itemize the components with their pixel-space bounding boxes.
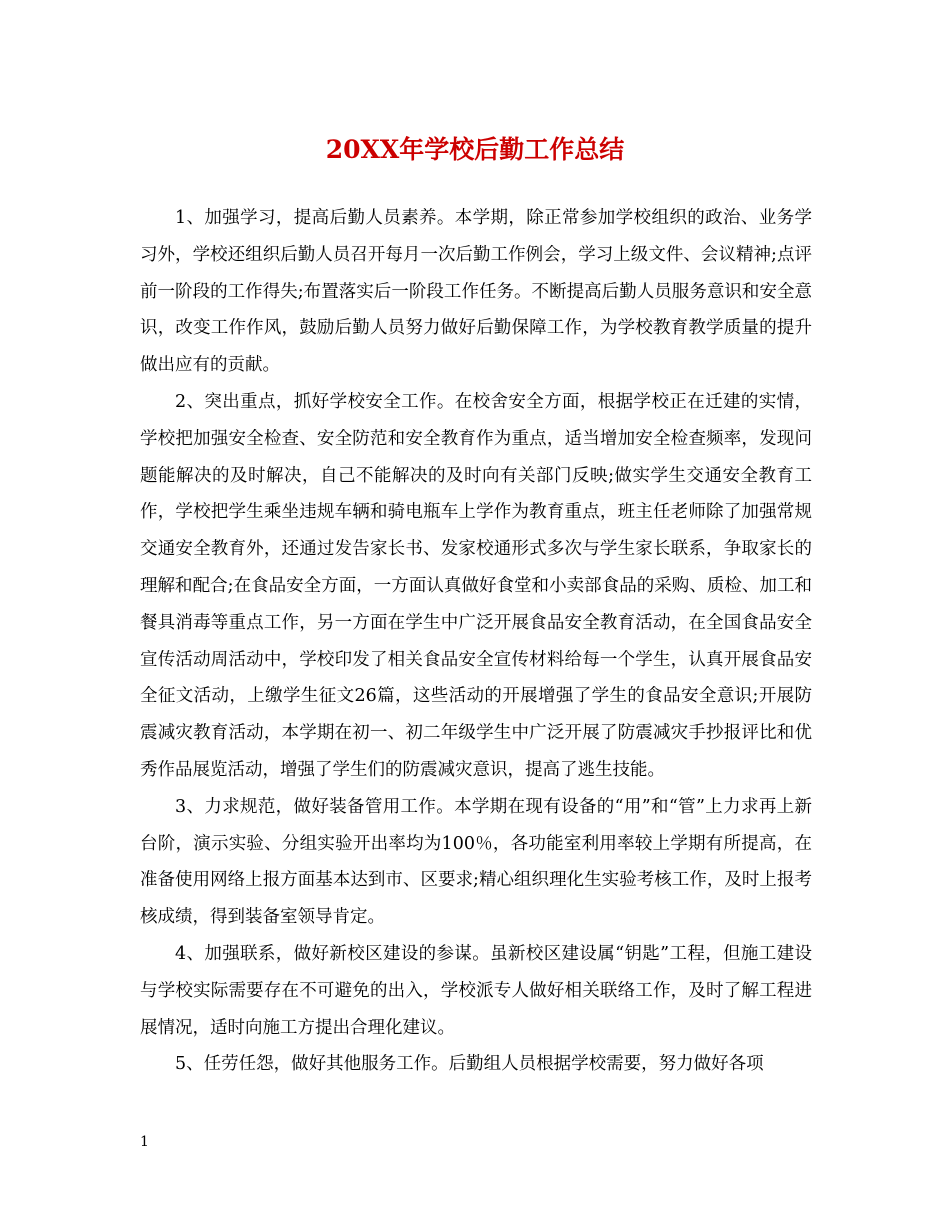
paragraph-2: 2、突出重点，抓好学校安全工作。在校舍安全方面，根据学校正在迁建的实情，学校把加强安全检查、安全防范和安全教育作为重点，适当增加安全检查频率，发现问题能解决的及时解决，自己不能解决的及时向有关部门反映;做实学生交通安全教育工作，学校把学生乘坐违规车辆和骑电瓶车上学作为教育重点，班主任老师除了加强常规交通安全教育外，还通过发告家长书、发家校通形式多次与学生家长联系，争取家长的理解和配合;在食品安全方面，一方面认真做好食堂和小卖部食品的采购、质检、加工和餐具消毒等重点工作，另一方面在学生中广泛开展食品安全教育活动，在全国食品安全宣传活动周活动中，学校印发了相关食品安全宣传材料给每一个学生，认真开展食品安全征文活动，上缴学生征文26篇，这些活动的开展增强了学生的食品安全意识;开展防震减灾教育活动，本学期在初一、初二年级学生中广泛开展了防震减灾手抄报评比和优秀作品展览活动，增强了学生们的防震减灾意识，提高了逃生技能。 bbox=[140, 391, 812, 780]
paragraph-1: 1、加强学习，提高后勤人员素养。本学期，除正常参加学校组织的政治、业务学习外，学校还组织后勤人员召开每月一次后勤工作例会，学习上级文件、会议精神;点评前一阶段的工作得失;布置落实后一阶段工作任务。不断提高后勤人员服务意识和安全意识，改变工作作风，鼓励后勤人员努力做好后勤保障工作，为学校教育教学质量的提升做出应有的贡献。 bbox=[140, 208, 812, 376]
paragraph-3: 3、力求规范，做好装备管用工作。本学期在现有设备的“用”和“管”上力求再上新台阶，演示实验、分组实验开出率均为100％，各功能室利用率较上学期有所提高，在准备使用网络上报方面基本达到市、区要求;精心组织理化生实验考核工作，及时上报考核成绩，得到装备室领导肯定。 bbox=[140, 796, 812, 928]
page-number: 1 bbox=[140, 1134, 149, 1150]
paragraph-4: 4、加强联系，做好新校区建设的参谋。虽新校区建设属“钥匙”工程，但施工建设与学校实际需要存在不可避免的出入，学校派专人做好相关联络工作，及时了解工程进展情况，适时向施工方提出合理化建议。 bbox=[140, 943, 812, 1038]
document-title: 20XX年学校后勤工作总结 bbox=[325, 135, 625, 164]
paragraph-5: 5、任劳任怨，做好其他服务工作。后勤组人员根据学校需要，努力做好各项 bbox=[175, 1054, 764, 1075]
document-body bbox=[140, 200, 812, 1083]
